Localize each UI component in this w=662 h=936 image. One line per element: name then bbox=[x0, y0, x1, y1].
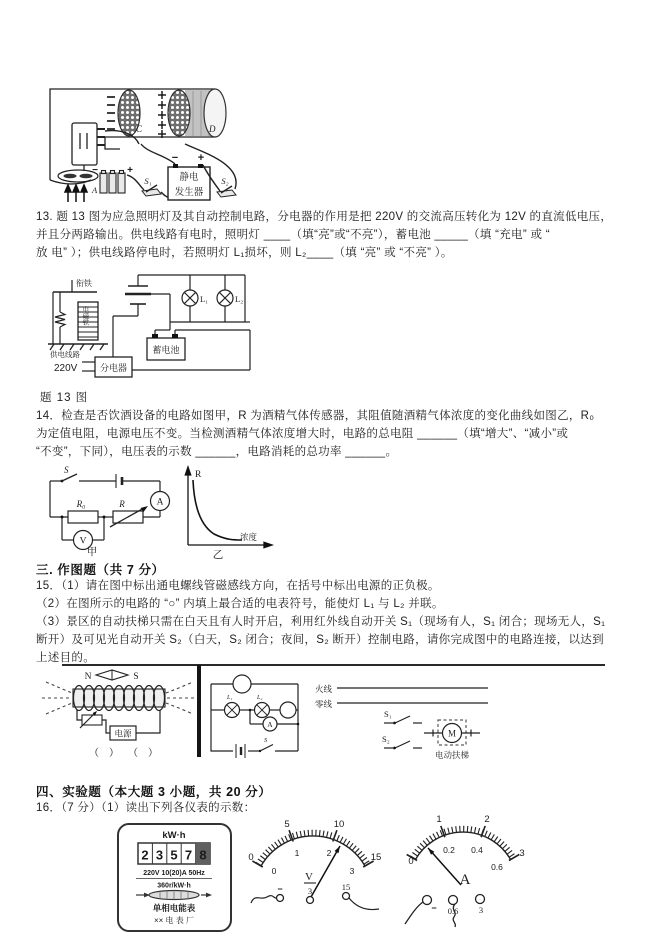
q13-line-1: 13. 题 13 图为应急照明灯及其自动控制电路，分电器的作用是把 220V 的交流高压转化为 12V 的直流低电压， bbox=[36, 211, 613, 223]
battery-minus-label: − bbox=[92, 165, 98, 176]
inner-scale-labels bbox=[272, 848, 355, 876]
generator-pos-terminal bbox=[198, 164, 203, 168]
figure-jia-caption: 甲 bbox=[86, 546, 98, 558]
q14-line-3: “不变”，下同），电压表的示数 ______，电路消耗的总功率 ______。 bbox=[36, 446, 398, 458]
lamp-L1-label: L₁ bbox=[200, 294, 209, 304]
lamp-L2-icon bbox=[217, 290, 233, 306]
plus-signs-column bbox=[158, 91, 166, 138]
inner-tick-04: 0.4 bbox=[471, 845, 483, 855]
plate-d-label: D bbox=[209, 124, 216, 134]
switch-label: S bbox=[64, 465, 69, 475]
figure-meter-placement-circuit bbox=[205, 678, 305, 760]
motor-label: M bbox=[447, 728, 457, 739]
y-axis-label: R bbox=[195, 470, 202, 480]
ammeter-symbol: A bbox=[459, 872, 471, 888]
switch-s2-icon bbox=[217, 186, 236, 197]
lamp-L1-icon bbox=[182, 290, 198, 306]
inner-tick-3: 3 bbox=[349, 866, 355, 876]
battery-a-label: A bbox=[92, 185, 98, 195]
q14-line-2: 为定值电阻，电源电压不变。当检测酒精气体浓度增大时，电路的总电阻 ______（填“增大”、“减小”或 bbox=[36, 428, 569, 440]
digit-1: 2 bbox=[141, 847, 149, 863]
rheostat-icon bbox=[80, 711, 102, 728]
outer-tick-15: 15 bbox=[370, 852, 382, 863]
section-4-title: 四、实验题（本大题 3 小题，共 20 分） bbox=[36, 785, 272, 799]
lamp-L2-label: L₂ bbox=[235, 294, 244, 304]
compass-n-label: N bbox=[84, 672, 92, 682]
terminal-3-label: 3 bbox=[478, 905, 484, 915]
q13-line-2: 并且分两路输出。供电线路有电时，照明灯 ____（填“亮”或“不亮”），蓄电池 _____（填 “充电” 或 “ bbox=[36, 229, 550, 241]
factory-label: ×× 电 表 厂 bbox=[153, 916, 195, 925]
generator-label-1: 静电 bbox=[179, 172, 199, 183]
question-14-text bbox=[36, 407, 594, 461]
figure-solenoid bbox=[40, 668, 200, 763]
motor-icon bbox=[72, 123, 105, 171]
junction-dot bbox=[103, 516, 106, 519]
battery-pack-icon bbox=[100, 171, 125, 194]
battery-icon bbox=[116, 474, 122, 488]
inner-scale-labels bbox=[443, 845, 503, 872]
figure-divider bbox=[197, 665, 201, 757]
switch-s1-label: S₁ bbox=[384, 709, 392, 719]
q15-part3-line-3: 上述目的。 bbox=[36, 652, 95, 664]
lamp-L2-icon bbox=[255, 703, 270, 718]
figure-q13-caption: 题 13 图 bbox=[40, 392, 89, 404]
storage-battery-label: 蓄电池 bbox=[152, 345, 180, 355]
terminal-3-label: 3 bbox=[307, 886, 313, 896]
junction-dot bbox=[249, 709, 252, 712]
q15-part3-line-2: 断开）及可见光自动开关 S₂（白天，S₂ 闭合；夜间，S₂ 断开）控制电路，请你完成图中的电路连接，以达到 bbox=[36, 634, 604, 646]
q16-text: 16．（7 分）（1）读出下列各仪表的示数： bbox=[36, 802, 256, 814]
outer-tick-0: 0 bbox=[248, 852, 254, 863]
digit-4: 7 bbox=[184, 847, 193, 863]
outer-tick-3: 3 bbox=[519, 848, 525, 859]
question-13-text bbox=[36, 208, 612, 262]
power-source-label: 电源 bbox=[114, 728, 132, 739]
switch-icon bbox=[61, 474, 77, 482]
section-3-title: 三. 作图题（共 7 分） bbox=[36, 563, 165, 577]
figure-yi-graph bbox=[180, 465, 275, 560]
variable-resistor-label: R bbox=[119, 499, 125, 509]
resistor-r0-label: R₀ bbox=[76, 499, 86, 509]
figure-row-top-rule bbox=[62, 664, 605, 666]
generator-plus-label: + bbox=[197, 152, 205, 164]
x-axis-label: 浓度 bbox=[240, 532, 258, 542]
storage-battery-terminal-1 bbox=[152, 334, 158, 338]
generator-neg-terminal bbox=[173, 164, 178, 168]
switch-icon bbox=[259, 745, 273, 753]
outer-tick-5: 5 bbox=[284, 819, 290, 830]
inner-tick-02: 0.2 bbox=[443, 845, 455, 855]
outer-tick-1: 1 bbox=[436, 814, 442, 825]
solenoid-core bbox=[73, 689, 165, 707]
lamp-L1-icon bbox=[225, 703, 240, 718]
scale-arc bbox=[407, 826, 520, 861]
meter-name-label: 单相电能表 bbox=[152, 903, 196, 913]
voltmeter-symbol: V bbox=[305, 871, 313, 883]
switch-label: S bbox=[264, 737, 268, 744]
junction-dot bbox=[61, 516, 64, 519]
switch-s1-label: S₁ bbox=[144, 176, 152, 186]
q15-part2: （2）在图所示的电路的 “○” 内填上最合适的电表符号，能使灯 L₁ 与 L₂ 并联。 bbox=[36, 598, 444, 610]
plate-c-label: C bbox=[136, 124, 143, 134]
neutral-wire-label: 零线 bbox=[315, 699, 333, 709]
meter-placeholder-circle-top bbox=[233, 675, 251, 693]
needle-icon bbox=[311, 846, 340, 897]
digit-register bbox=[138, 843, 210, 864]
generator-minus-label: − bbox=[171, 152, 179, 164]
energy-meter bbox=[116, 822, 238, 934]
voltmeter-face bbox=[243, 818, 393, 918]
compass-s-label: S bbox=[133, 672, 139, 682]
meter-placeholder-circle-right bbox=[280, 702, 296, 718]
q14-line-1: 14．检查是否饮酒设备的电路如图甲，R 为酒精气体传感器，其阻值随酒精气体浓度的变化曲线如图乙，R₀ bbox=[36, 410, 595, 422]
terminal-wires bbox=[251, 896, 379, 910]
digit-2: 3 bbox=[155, 847, 164, 863]
battery-icon bbox=[236, 744, 245, 758]
terminal-neg-label: − bbox=[431, 903, 437, 913]
lamp-L2-label: L₂ bbox=[257, 695, 263, 701]
voltmeter-label: V bbox=[79, 536, 87, 547]
inner-tick-06: 0.6 bbox=[491, 862, 503, 872]
q15-part3 bbox=[36, 613, 605, 667]
curve bbox=[193, 480, 242, 540]
minus-signs-column bbox=[107, 97, 115, 129]
compass-needle-icon bbox=[96, 670, 128, 680]
polarity-bracket-right: （ ） bbox=[128, 748, 158, 759]
armature-label: 衔铁 bbox=[76, 279, 92, 288]
terminal-15-label: 15 bbox=[341, 882, 351, 892]
figure-escalator-circuit bbox=[314, 672, 494, 764]
lamp-L1-label: L₁ bbox=[227, 695, 233, 701]
inner-tick-1: 1 bbox=[294, 848, 300, 858]
polarity-bracket-left: （ ） bbox=[89, 748, 119, 759]
switch-s2-label: S₂ bbox=[382, 734, 390, 744]
outer-tick-10: 10 bbox=[333, 819, 345, 830]
specs-label: 220V 10(20)A 50Hz bbox=[143, 870, 205, 877]
outer-scale-labels bbox=[408, 814, 524, 867]
inner-tick-0: 0 bbox=[271, 866, 277, 876]
battery-plus-label: + bbox=[127, 165, 133, 176]
distributor-label: 分电器 bbox=[99, 363, 128, 373]
figure-yi-caption: 乙 bbox=[212, 549, 224, 561]
variable-resistor-icon bbox=[110, 506, 148, 527]
q13-line-3: 放 电” ）；供电线路停电时，若照明灯 L₁损坏，则 L₂____（填 “亮” 或 “不亮” ）。 bbox=[36, 247, 453, 259]
voltage-label: 220V bbox=[54, 363, 78, 374]
junction-dot bbox=[297, 723, 300, 726]
live-wire-label: 火线 bbox=[315, 684, 333, 694]
outer-tick-2: 2 bbox=[484, 814, 490, 825]
supply-wires bbox=[82, 362, 95, 371]
figure-q13-circuit bbox=[40, 272, 285, 384]
switch-s2-label: S₂ bbox=[221, 176, 229, 186]
digit-5-decimal: 8 bbox=[199, 847, 207, 863]
outer-tick-0: 0 bbox=[408, 856, 414, 867]
digit-3: 5 bbox=[170, 847, 178, 863]
electromagnet-label: 电磁铁 bbox=[81, 306, 89, 326]
supply-line-label: 供电线路 bbox=[50, 350, 80, 359]
terminal-06-label: 0.6 bbox=[447, 906, 459, 916]
terminal-neg-label: − bbox=[277, 884, 283, 894]
constant-label: 360r/kW·h bbox=[157, 882, 191, 890]
scale-arc bbox=[252, 830, 373, 867]
generator-label-2: 发生器 bbox=[174, 187, 204, 198]
airflow-arrows-icon bbox=[65, 185, 87, 202]
resistor-r0-icon bbox=[68, 511, 98, 523]
ammeter-label: A bbox=[267, 720, 273, 729]
ammeter-label: A bbox=[156, 497, 164, 508]
escalator-caption: 电动扶梯 bbox=[434, 750, 470, 760]
plate-D-mesh bbox=[168, 90, 190, 136]
switch-s1-icon bbox=[142, 185, 161, 196]
storage-battery-terminal-2 bbox=[172, 334, 178, 338]
q15-part3-line-1: （3）景区的自动扶梯只需在白天且有人时开启，利用红外线自动开关 S₁（现场有人，S₁ 闭合；现场无人，S₁ bbox=[36, 616, 606, 628]
q15-part1: 15．（1）请在图中标出通电螺线管磁感线方向，在括号中标出电源的正负极。 bbox=[36, 580, 440, 592]
relay-contacts bbox=[125, 275, 151, 304]
figure-precipitator-apparatus bbox=[45, 85, 245, 207]
ammeter-face bbox=[403, 812, 553, 930]
inner-tick-2: 2 bbox=[326, 848, 332, 858]
kwh-unit-label: kW·h bbox=[162, 830, 186, 841]
